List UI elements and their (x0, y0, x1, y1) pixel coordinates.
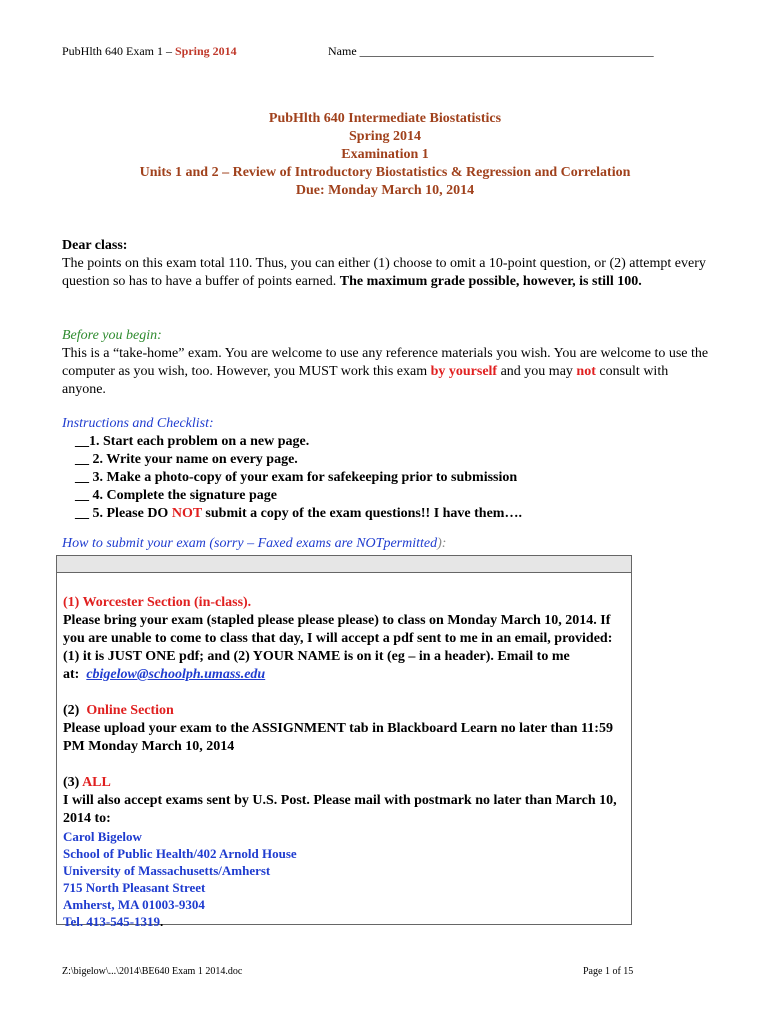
submission-box (56, 555, 632, 929)
checklist-item: __ 4. Complete the signature page (75, 488, 277, 503)
by-yourself-emphasis: by yourself (430, 364, 498, 379)
online-label (63, 702, 623, 720)
email-link[interactable]: cbigelow@schoolph.umass.edu (86, 667, 266, 682)
all-title: ALL (82, 775, 111, 790)
title-term: Spring 2014 (349, 129, 421, 144)
online-text: Please upload your exam to the ASSIGNMENT tab in Blackboard Learn no later than 11:59 PM Monday March 10, 2014 (63, 721, 613, 754)
max-grade-note: The maximum grade possible, however, is still 100. (339, 274, 642, 289)
online-title: Online Section (86, 703, 174, 718)
checklist-item (75, 505, 522, 523)
intro-section (62, 237, 712, 291)
tel-period: . (160, 914, 164, 929)
checklist (75, 433, 522, 523)
instructions-title: Instructions and Checklist: (62, 416, 214, 431)
before-heading: Before you begin: (62, 328, 162, 343)
mail-text: I will also accept exams sent by U.S. Post. Please mail with postmark no later than March 10, 2014 to: (63, 793, 617, 826)
address-line: School of Public Health/402 Arnold House (63, 846, 297, 861)
exam-title (0, 110, 770, 200)
title-exam: Examination 1 (341, 147, 429, 162)
address-tel (63, 913, 623, 930)
before-text-2: and you may (500, 364, 573, 379)
title-due: Due: Monday March 10, 2014 (295, 183, 475, 198)
worcester-text (63, 612, 623, 684)
submit-title-end: ): (437, 536, 447, 551)
page-number: Page 1 of 15 (583, 966, 634, 977)
submit-title: How to submit your exam (sorry – Faxed exams are NOTpermitted (62, 536, 438, 551)
all-label (63, 774, 623, 792)
title-units: Units 1 and 2 – Review of Introductory Biostatistics & Regression and Correlation (139, 165, 631, 180)
before-section (62, 327, 712, 399)
tel-number: Tel. 413-545-1319 (63, 914, 161, 929)
item5-not: NOT (171, 506, 202, 521)
box-header-strip (57, 556, 631, 573)
checklist-item: __1. Start each problem on a new page. (75, 434, 310, 449)
item5-start: __ 5. Please DO (75, 506, 172, 521)
address-line: University of Massachusetts/Amherst (63, 863, 271, 878)
intro-paragraph (62, 255, 712, 291)
footer-path: Z:\bigelow\...\2014\BE640 Exam 1 2014.doc (62, 966, 243, 977)
checklist-item: __ 2. Write your name on every page. (75, 452, 298, 467)
mailing-address (63, 828, 623, 930)
not-emphasis: not (576, 364, 596, 379)
submission-content (63, 594, 623, 930)
before-text-3: consult with anyone. (62, 364, 669, 397)
address-line: Carol Bigelow (63, 829, 142, 844)
running-header (62, 44, 237, 59)
worcester-instructions: Please bring your exam (stapled please please please) to class on Monday March 10, 2014. If you are unable to come to class that day, I will accept a pdf sent to me in an email, provided: (1) it is JUST ONE pdf; and (2) YOUR NAME is on it (eg – in a header). Email to me at: (63, 613, 613, 682)
address-line: 715 North Pleasant Street (63, 880, 206, 895)
submit-heading (62, 535, 712, 553)
title-course: PubHlth 640 Intermediate Biostatistics (268, 111, 502, 126)
before-text: This is a “take-home” exam. You are welcome to use any reference materials you wish. You are welcome to use the computer as you wish, too. However, you MUST work this exam (62, 346, 709, 379)
all-num: (3) (63, 775, 80, 790)
greeting: Dear class: (62, 238, 128, 253)
worcester-label: (1) Worcester Section (in-class). (63, 595, 252, 610)
checklist-item: __ 3. Make a photo-copy of your exam for safekeeping prior to submission (75, 470, 518, 485)
intro-text: The points on this exam total 110. Thus, you can either (1) choose to omit a 10-point question, or (2) attempt every question so has to have a buffer of points earned. (62, 256, 706, 289)
item5-rest: submit a copy of the exam questions!! I have them…. (201, 506, 522, 521)
header-term: Spring 2014 (175, 44, 237, 58)
name-field: Name _________________________________________________ (328, 44, 654, 58)
header-course: PubHlth 640 Exam 1 – (62, 44, 175, 58)
before-paragraph (62, 345, 712, 399)
instructions-heading (62, 415, 712, 433)
address-line: Amherst, MA 01003-9304 (63, 897, 205, 912)
online-num: (2) (63, 703, 80, 718)
